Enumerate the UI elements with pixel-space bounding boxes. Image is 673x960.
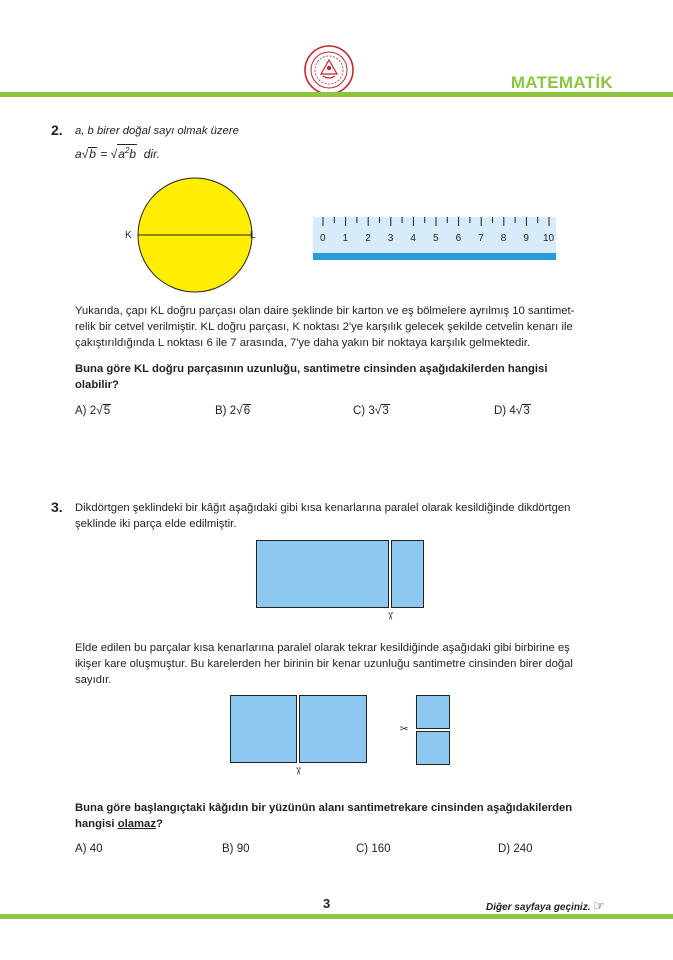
ruler-number: 3 [387,233,394,244]
page-number: 3 [323,896,331,911]
q3-option-b[interactable]: B) 90 [222,843,250,855]
q2-body-line2: relik bir cetvel verilmiştir. KL doğru parçası, K noktası 2'ye karşılık gelecek şekilde cetvelin kenarı ile [75,321,573,333]
header-rule [0,92,673,97]
q3-body-line2: ikişer kare oluşmuştur. Bu karelerden her birinin bir kenar uzunluğu santimetre cinsinden birer doğal [75,658,573,670]
square-left-2 [299,695,367,763]
q2-question-line2: olabilir? [75,379,119,391]
ruler-number: 10 [543,233,555,244]
q3-body-line3: sayıdır. [75,674,112,686]
q2-intro: a, b birer doğal sayı olmak üzere [75,125,239,137]
circle-label-k: K [125,230,132,241]
q3-option-d[interactable]: D) 240 [498,843,533,855]
q2-body-line3: çakıştırıldığında L noktası 6 ile 7 arasında, 7'ye daha yakın bir noktaya karşılık gelmektedir. [75,337,531,349]
ruler-number: 1 [342,233,349,244]
circle-label-l: L [250,230,256,241]
ministry-seal [303,44,355,96]
q2-identity: $a√b = √a^2b$ dir. [75,146,160,161]
q2-body-line1: Yukarıda, çapı KL doğru parçası olan daire şeklinde bir karton ve eş bölmelere ayrılmış 10 santimet- [75,305,575,317]
ruler-number: 5 [433,233,439,244]
square-left-1 [230,695,297,763]
ruler-number: 0 [320,233,326,244]
q2-option-b[interactable]: B) 2√6 [215,403,251,417]
ruler-number: 9 [523,233,529,244]
q3-intro-line2: şeklinde iki parça elde edilmiştir. [75,518,237,530]
q2-option-c[interactable]: C) 3√3 [353,403,389,417]
ruler-number: 2 [365,233,371,244]
q3-number: 3. [51,499,63,515]
q2-question-line1: Buna göre KL doğru parçasının uzunluğu, santimetre cinsinden aşağıdakilerden hangisi [75,363,548,375]
rect-small-piece [391,540,424,608]
rect-large-piece [256,540,389,608]
square-right-bottom [416,731,450,765]
yellow-circle-figure [120,176,270,294]
pointing-hand-icon: ☞ [593,898,605,913]
ruler-number: 7 [478,233,484,244]
scissors-icon: ✂ [384,611,396,621]
q3-option-a[interactable]: A) 40 [75,843,103,855]
square-right-top [416,695,450,729]
q3-emphasis: olamaz [117,818,156,830]
subject-title: MATEMATİK [510,73,613,92]
q3-question-line1: Buna göre başlangıçtaki kâğıdın bir yüzünün alanı santimetrekare cinsinden aşağıdakilerden [75,802,573,814]
q3-intro-line1: Dikdörtgen şeklindeki bir kâğıt aşağıdaki gibi kısa kenarlarına paralel olarak kesildiğinde dikdörtgen [75,502,571,514]
q3-option-c[interactable]: C) 160 [356,843,391,855]
q2-option-a[interactable]: A) 2√5 [75,403,111,417]
scissors-icon: ✂ [400,724,409,735]
footer-rule [0,914,673,919]
ruler-number: 8 [500,233,507,244]
scissors-icon: ✂ [292,766,304,776]
ruler-number: 6 [455,233,462,244]
q3-question-line2: hangisi olamaz? [75,818,163,830]
ruler-number: 4 [410,233,416,244]
q2-number: 2. [51,122,63,138]
q2-option-d[interactable]: D) 4√3 [494,403,530,417]
q3-body-line1: Elde edilen bu parçalar kısa kenarlarına paralel olarak tekrar kesildiğinde aşağıdaki gibi birbirine eş [75,642,570,654]
next-page-note: Diğer sayfaya geçiniz. ☞ [486,898,605,913]
